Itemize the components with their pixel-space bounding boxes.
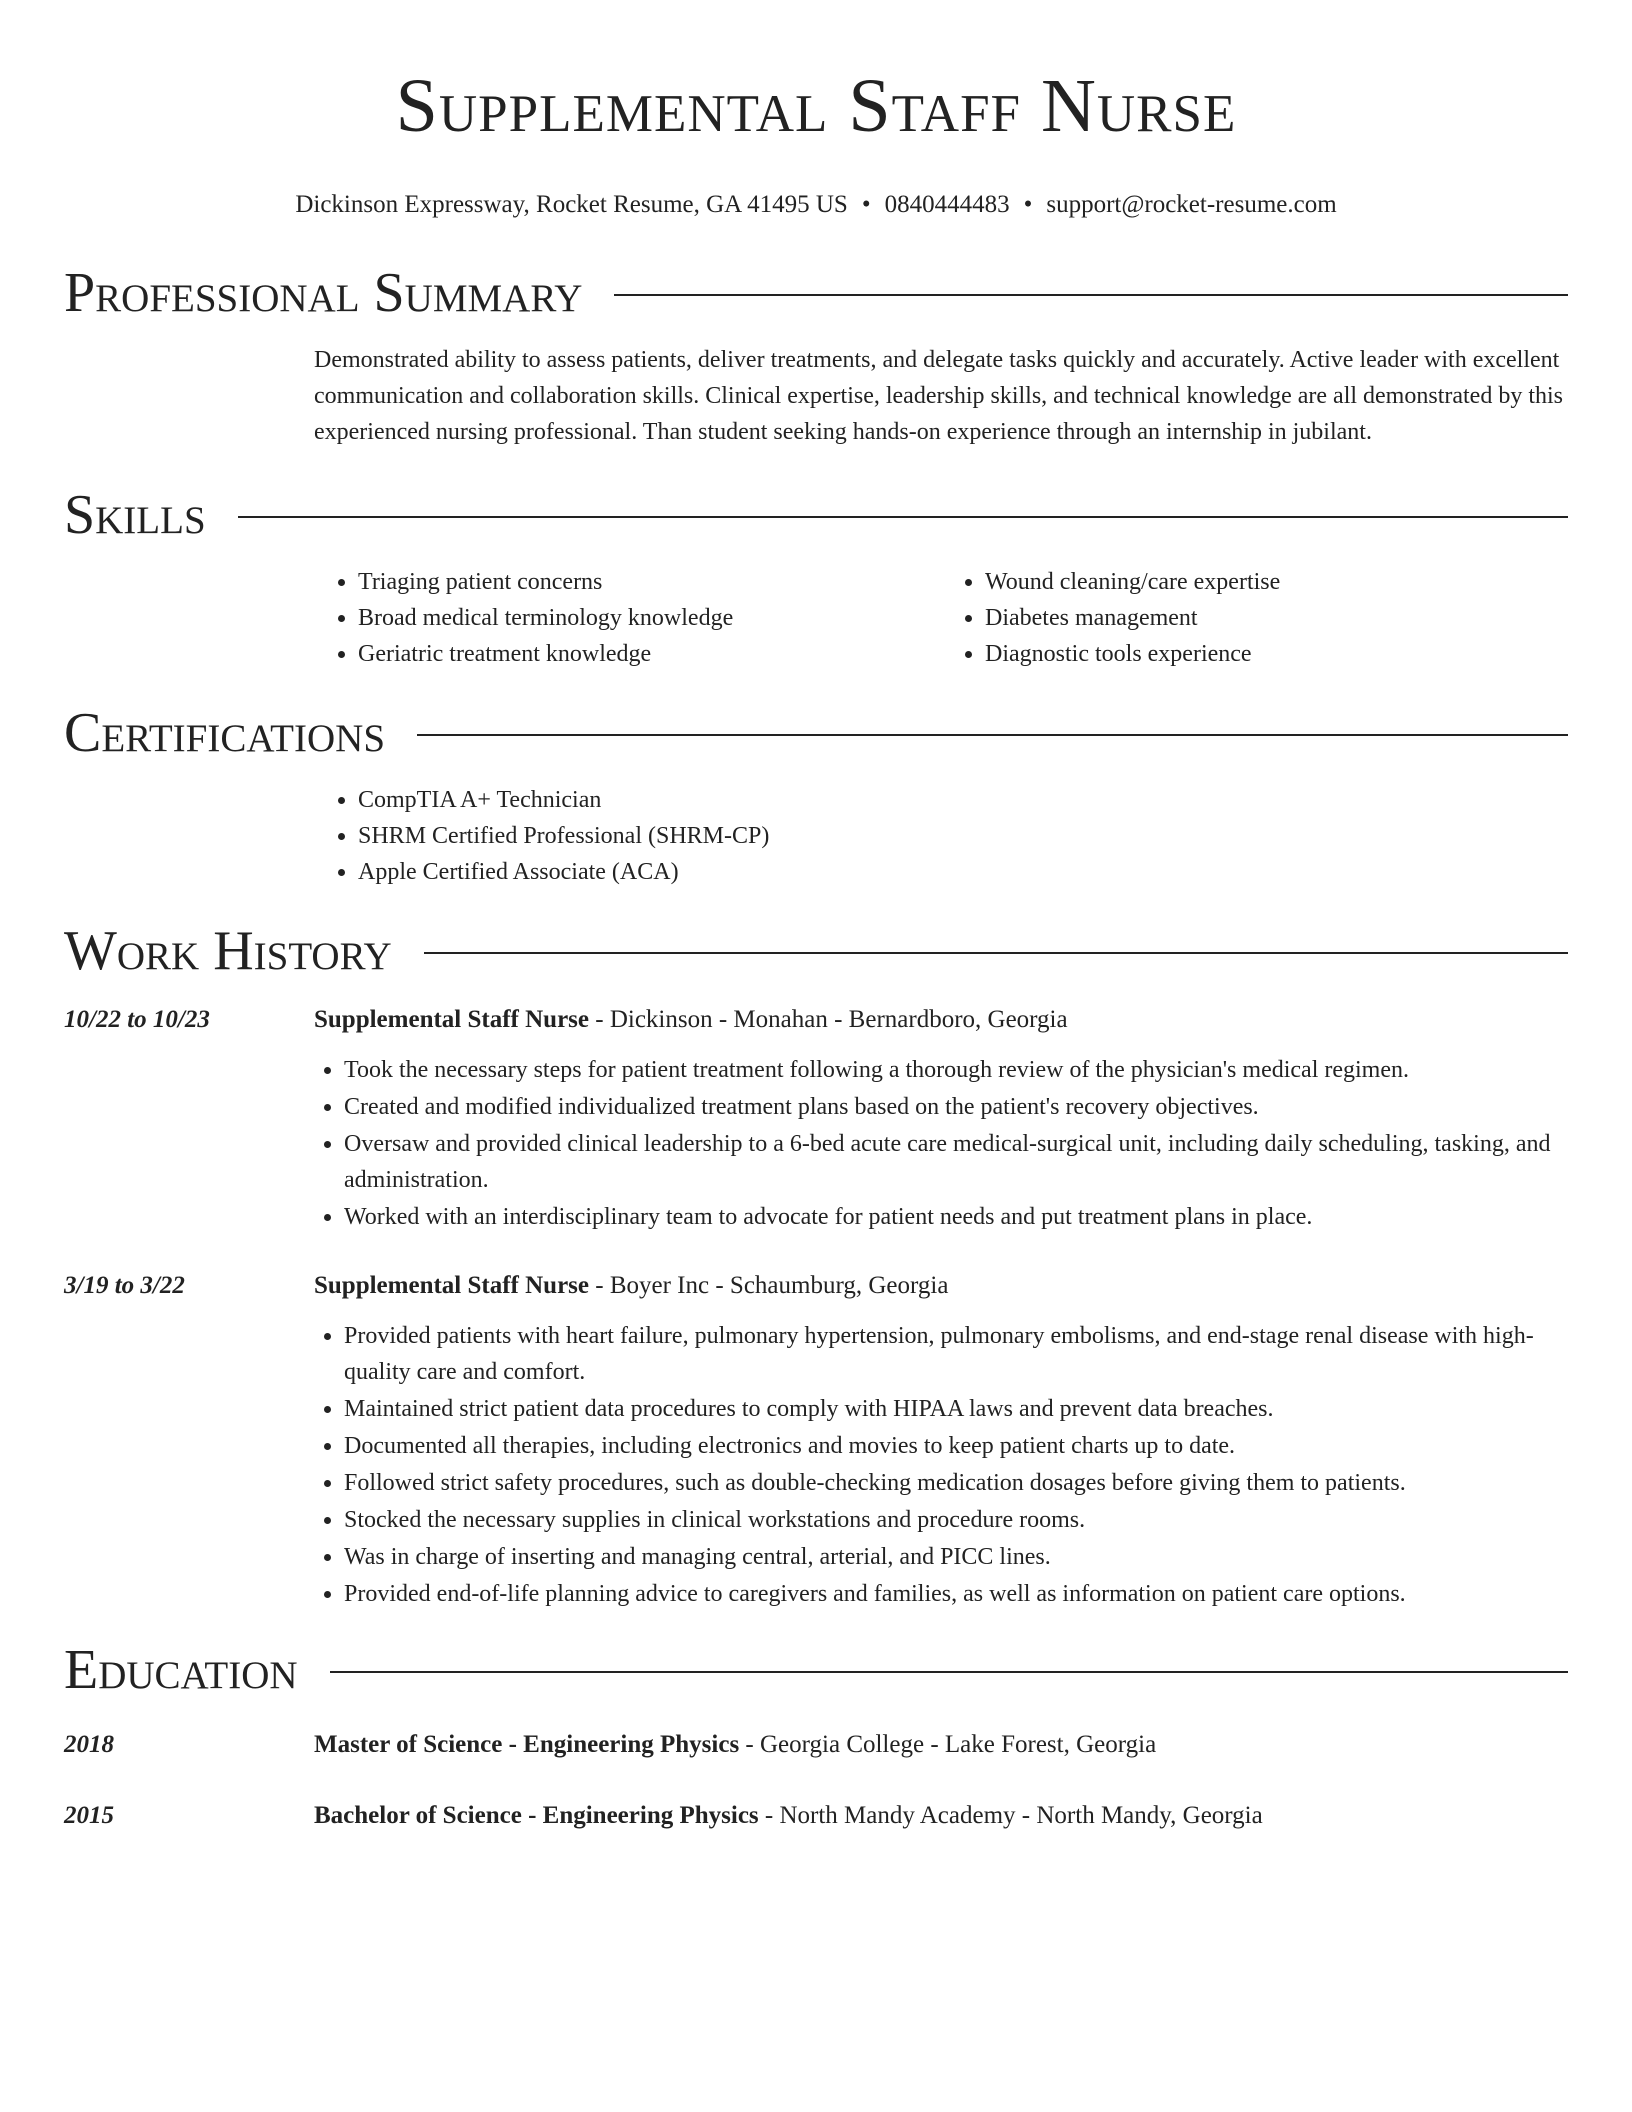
work-title-line — [314, 1268, 1568, 1304]
certifications-section-title: Certifications — [64, 702, 386, 764]
section-divider — [330, 1671, 1568, 1673]
education-school: - North Mandy Academy - North Mandy, Georgia — [758, 1802, 1263, 1829]
work-role: Supplemental Staff Nurse — [314, 1006, 590, 1033]
work-title-line — [314, 1002, 1568, 1038]
work-dates: 10/22 to 10/23 — [64, 1006, 210, 1033]
section-divider — [238, 516, 1568, 518]
skill-item: • Wound cleaning/care expertise — [985, 564, 1568, 600]
skills-section-title: Skills — [64, 484, 206, 546]
education-degree: Bachelor of Science - Engineering Physics — [314, 1802, 759, 1829]
skills-section-header — [64, 480, 1568, 550]
education-degree: Master of Science - Engineering Physics — [314, 1731, 740, 1758]
certification-item: • Apple Certified Associate (ACA) — [358, 854, 1568, 890]
work-bullet: • Stocked the necessary supplies in clinical workstations and procedure rooms. — [344, 1502, 1568, 1538]
work-employer: - Dickinson - Monahan - Bernardboro, Georgia — [589, 1006, 1068, 1033]
work-section-title: Work History — [64, 920, 392, 982]
work-employer: - Boyer Inc - Schaumburg, Georgia — [589, 1272, 949, 1299]
summary-section-header — [64, 258, 1568, 328]
certifications-list — [314, 782, 1568, 890]
work-bullet: • Maintained strict patient data procedures to comply with HIPAA laws and prevent data breaches. — [344, 1391, 1568, 1427]
work-bullet: • Followed strict safety procedures, such as double-checking medication dosages before giving them to patients. — [344, 1465, 1568, 1501]
certifications-section-header — [64, 698, 1568, 768]
contact-address: Dickinson Expressway, Rocket Resume, GA 41495 US — [295, 191, 848, 218]
contact-line — [64, 190, 1568, 220]
contact-email: support@rocket-resume.com — [1046, 191, 1337, 218]
work-role: Supplemental Staff Nurse — [314, 1272, 590, 1299]
skill-item: • Broad medical terminology knowledge — [358, 600, 941, 636]
education-entry — [64, 1798, 1568, 1834]
contact-separator: • — [861, 191, 871, 218]
education-section-header — [64, 1635, 1568, 1705]
work-bullet: • Documented all therapies, including electronics and movies to keep patient charts up to date. — [344, 1428, 1568, 1464]
skills-list — [314, 564, 1568, 672]
section-divider — [417, 734, 1568, 736]
work-bullet: • Worked with an interdisciplinary team to advocate for patient needs and put treatment plans in place. — [344, 1199, 1568, 1235]
work-bullet: • Provided patients with heart failure, pulmonary hypertension, pulmonary embolisms, and end-stage renal disease with high-quality care and comfort. — [344, 1318, 1568, 1390]
skill-item: • Diabetes management — [985, 600, 1568, 636]
education-title-line — [314, 1727, 1568, 1763]
section-divider — [424, 952, 1568, 954]
education-year: 2018 — [64, 1731, 114, 1758]
work-section-header — [64, 916, 1568, 986]
summary-text: Demonstrated ability to assess patients, deliver treatments, and delegate tasks quickly and accurately. Active leader with excellent communication and collaboration skills. Clinical expertise, leadership skills, and technical knowledge are all demonstrated by this experienced nursing professional. Than student seeking hands-on experience through an internship in jubilant. — [314, 347, 1563, 445]
skills-column-right — [941, 564, 1568, 672]
work-bullet: • Provided end-of-life planning advice to caregivers and families, as well as information on patient care options. — [344, 1576, 1568, 1612]
skill-item: • Diagnostic tools experience — [985, 636, 1568, 672]
skill-item: • Geriatric treatment knowledge — [358, 636, 941, 672]
work-bullet: • Was in charge of inserting and managing central, arterial, and PICC lines. — [344, 1539, 1568, 1575]
section-divider — [614, 294, 1568, 296]
work-bullet: • Oversaw and provided clinical leadership to a 6-bed acute care medical-surgical unit, including daily scheduling, tasking, and administration. — [344, 1126, 1568, 1198]
candidate-name: Supplemental Staff Nurse — [395, 64, 1237, 148]
skill-item: • Triaging patient concerns — [358, 564, 941, 600]
work-bullets — [300, 1052, 1568, 1235]
work-bullet: • Created and modified individualized treatment plans based on the patient's recovery objectives. — [344, 1089, 1568, 1125]
work-dates: 3/19 to 3/22 — [64, 1272, 185, 1299]
work-bullet: • Took the necessary steps for patient treatment following a thorough review of the physician's medical regimen. — [344, 1052, 1568, 1088]
education-entry — [64, 1727, 1568, 1763]
work-bullets — [300, 1318, 1568, 1612]
certification-item: • CompTIA A+ Technician — [358, 782, 1568, 818]
summary-section-title: Professional Summary — [64, 262, 583, 324]
education-title-line — [314, 1798, 1568, 1834]
work-entry-body — [314, 1002, 1568, 1236]
contact-phone: 0840444483 — [884, 191, 1010, 218]
work-entry — [64, 1268, 1568, 1613]
skills-column-left — [314, 564, 941, 672]
contact-separator: • — [1023, 191, 1033, 218]
work-entry — [64, 1002, 1568, 1236]
certification-item: • SHRM Certified Professional (SHRM-CP) — [358, 818, 1568, 854]
education-year: 2015 — [64, 1802, 114, 1829]
education-section-title: Education — [64, 1639, 298, 1701]
work-entry-body — [314, 1268, 1568, 1613]
education-school: - Georgia College - Lake Forest, Georgia — [739, 1731, 1157, 1758]
